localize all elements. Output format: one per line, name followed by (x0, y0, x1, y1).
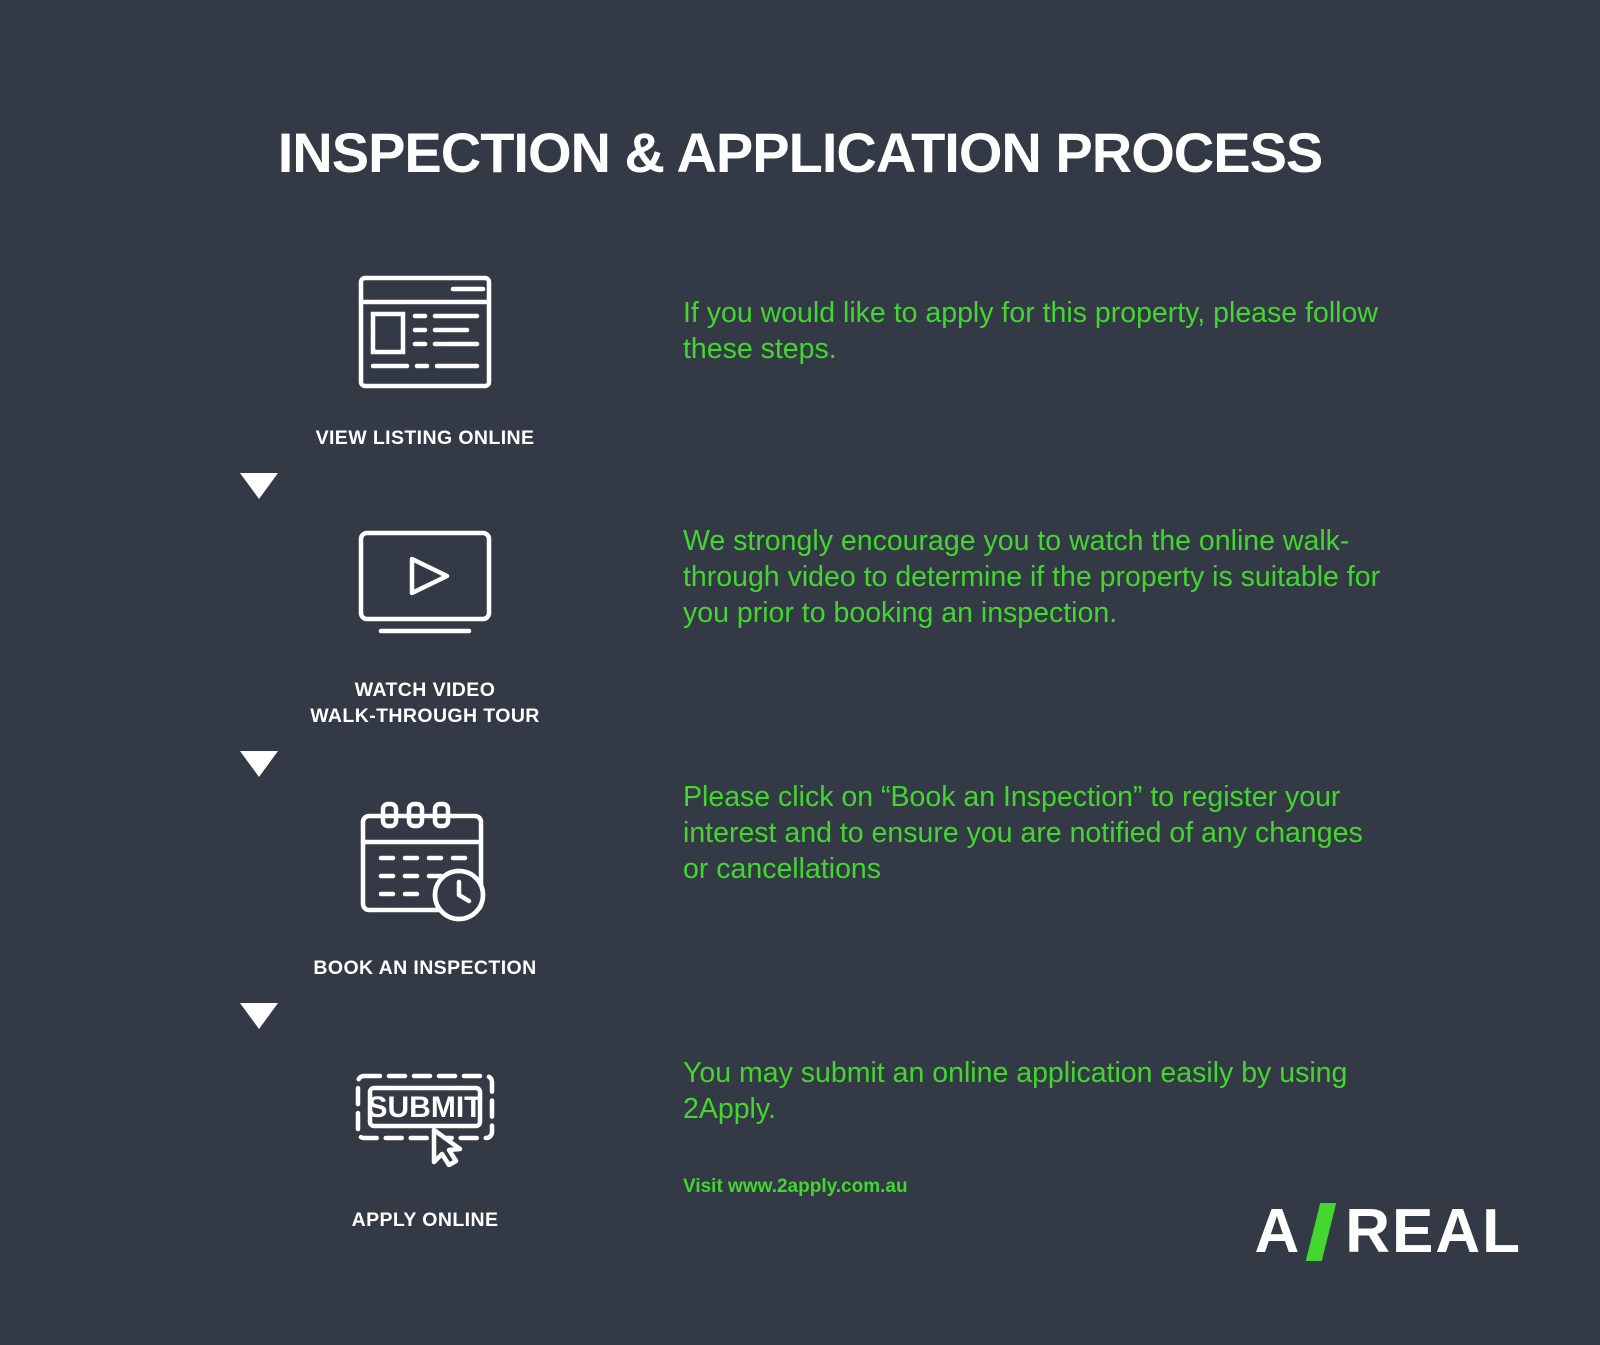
step-label-apply-online: APPLY ONLINE (351, 1209, 499, 1232)
step-label-line1: WATCH VIDEO (354, 679, 496, 702)
flow-arrow-3 (240, 1003, 278, 1029)
paragraph-apply-online: You may submit an online application easily by using 2Apply. (683, 1057, 1348, 1125)
browser-listing-icon (350, 265, 500, 400)
visit-link-text[interactable]: Visit www.2apply.com.au (683, 1176, 908, 1197)
flow-arrow-2 (240, 751, 278, 777)
flow-arrow-1 (240, 473, 278, 499)
submit-button-cursor-icon (350, 1047, 500, 1182)
page-title: INSPECTION & APPLICATION PROCESS (277, 121, 1323, 184)
brand-logo (1254, 1196, 1522, 1267)
logo-slash-icon (1306, 1203, 1336, 1261)
step-watch-video (240, 517, 610, 729)
paragraph-view-listing: If you would like to apply for this property, please follow these steps. (683, 297, 1378, 365)
step-book-inspection (240, 795, 610, 981)
step-apply-online (240, 1047, 610, 1233)
calendar-clock-icon (350, 795, 500, 930)
logo-letter-a: A (1254, 1197, 1302, 1266)
paragraph-book-inspection: Please click on “Book an Inspection” to register your interest and to ensure you are notified of any changes or cancellations (683, 781, 1363, 885)
video-play-icon (350, 517, 500, 652)
step-label-book-inspection: BOOK AN INSPECTION (313, 957, 537, 980)
step-label-line2: WALK-THROUGH TOUR (310, 704, 540, 727)
svg-text:SUBMIT: SUBMIT (367, 1091, 483, 1125)
step-view-listing (240, 265, 610, 451)
logo-word-real: REAL (1345, 1197, 1522, 1266)
paragraph-watch-video: We strongly encourage you to watch the online walk-through video to determine if the property is suitable for you prior to booking an inspection. (683, 525, 1381, 629)
step-label-watch-video (310, 678, 540, 729)
process-flow (240, 265, 610, 1234)
step-label-view-listing: VIEW LISTING ONLINE (315, 427, 535, 449)
